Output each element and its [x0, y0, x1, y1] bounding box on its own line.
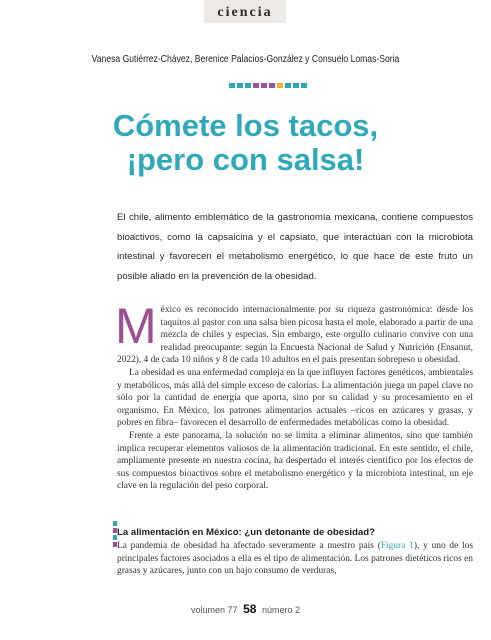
issue-label: número 2	[261, 605, 300, 615]
section-paragraph	[117, 540, 473, 578]
decorative-square	[245, 83, 251, 88]
section-text-end: ), y uno de los principales factores asociados a ella es el tipo de alimentación. Los patrones dietéticos ricos en grasas y azúcares, junto con un bajo consumo de verduras,	[117, 541, 473, 577]
title-line-2: ¡pero con salsa!	[126, 142, 365, 177]
paragraph-1	[115, 298, 473, 367]
paragraph-3: Frente a este panorama, la solución no se limita a eliminar alimentos, sino que también implica recuperar elementos valiosos de la alimentación tradicional. En este sentido, el chile, ampliamente presente en nuestra cocina, ha despertado el interés científico por los efectos de sus compuestos bioactivos sobre el metabolismo energético y la microbiota intestinal, un eje clave en la regulación del peso corporal.	[117, 430, 473, 492]
section-text-start: La pandemia de obesidad ha afectado severamente a nuestro país (	[117, 541, 381, 551]
heading-marker-icon	[113, 521, 117, 526]
section-label: ciencia	[217, 5, 273, 20]
article-title	[0, 109, 491, 177]
decorative-square	[253, 83, 259, 88]
decorative-square	[229, 83, 235, 88]
section-heading: La alimentación en México: ¿un detonante de obesidad?	[117, 527, 376, 538]
section-header	[204, 0, 286, 23]
figure-reference-link[interactable]: Figura 1	[380, 541, 414, 551]
decorative-square	[293, 83, 299, 88]
decorative-square	[277, 83, 283, 88]
decorative-squares	[229, 83, 307, 88]
page-footer	[0, 602, 491, 616]
article-authors: Vanesa Gutiérrez-Chávez, Berenice Palacios-González y Consuelo Lomas-Soria	[91, 54, 400, 65]
volume-label: volumen 77	[191, 605, 238, 615]
decorative-square	[285, 83, 291, 88]
paragraph-1-text: éxico es reconocido internacionalmente por su riqueza gastronómica: desde los taquitos al pastor con una salsa bien picosa hasta el mole, elaborado a partir de una mezcla de chiles y especias. Sin embargo, este orgullo culinario convive con una realidad preocupante: según la Encuesta Nacional de Salud y Nutrición (Ensanut, 2022), 4 de cada 10 niños y 8 de cada 10 adultos en el país presentan sobrepeso u obesidad.	[117, 305, 473, 366]
decorative-square	[301, 83, 307, 88]
page-number: 58	[243, 602, 257, 616]
title-line-1: Cómete los tacos,	[112, 108, 379, 143]
decorative-square	[269, 83, 275, 88]
article-body	[115, 298, 473, 493]
decorative-square	[261, 83, 267, 88]
decorative-square	[237, 83, 243, 88]
paragraph-2: La obesidad es una enfermedad compleja en la que influyen factores genéticos, ambientales y metabólicos, más allá del simple exceso de calorías. La alimentación juega un papel clave no sólo por la cantidad de energía que aporta, sino por su calidad y su procesamiento en el organismo. En México, los patrones alimentarios actuales –ricos en azúcares y grasas, y pobres en fibra– favorecen el desarrollo de enfermedades metabólicas como la obesidad.	[117, 367, 473, 429]
drop-cap: M	[115, 298, 157, 354]
article-lead: El chile, alimento emblemático de la gastronomía mexicana, contiene compuestos bioactivos, como la capsaicina y el capsiato, que interactúan con la microbiota intestinal y favorecen el metabolismo energético, lo que hace de este fruto un posible aliado en la prevención de la obesidad.	[117, 212, 473, 282]
